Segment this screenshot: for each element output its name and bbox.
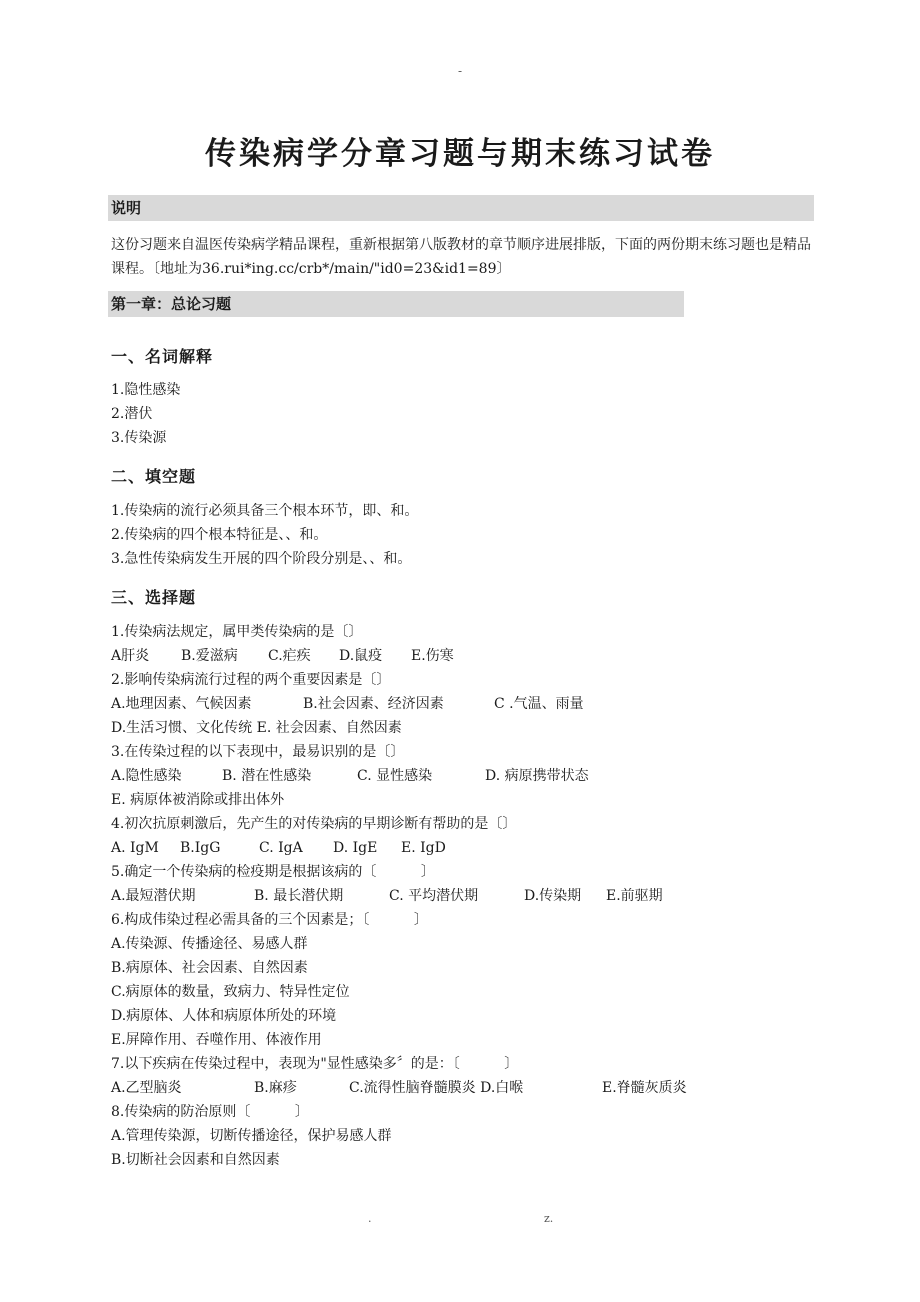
option: A.乙型脑炎 <box>111 1080 182 1096</box>
page-title: 传染病学分章习题与期末练习试卷 <box>205 136 715 172</box>
question-3: 3.在传染过程的以下表现中，最易识别的是〔〕 <box>111 744 405 760</box>
option: E. IgD <box>401 840 446 856</box>
fill-blank-item: 1.传染病的流行必须具备三个根本环节，即、和。 <box>111 503 419 519</box>
option: B.社会因素、经济因素 <box>303 696 444 712</box>
chapter-heading: 第一章：总论习题 <box>108 291 684 317</box>
option: C. 平均潜伏期 <box>389 888 479 904</box>
term-item: 1.隐性感染 <box>111 382 181 398</box>
option: B. 最长潜伏期 <box>254 888 344 904</box>
intro-heading: 说明 <box>108 195 814 221</box>
option: C.疟疾 <box>268 648 311 664</box>
term-item: 2.潜伏 <box>111 406 153 422</box>
question-6: 6.构成伟染过程必需具备的三个因素是；〔 〕 <box>111 912 428 928</box>
question-7: 7.以下疾病在传染过程中，表现为"显性感染多〞的是：〔 〕 <box>111 1056 519 1072</box>
option: C.流得性脑脊髓膜炎 D.白喉 <box>349 1080 524 1096</box>
option: B.麻疹 <box>254 1080 297 1096</box>
section-title: 三、选择题 <box>111 588 197 607</box>
intro-text: 这份习题来自温医传染病学精品课程，重新根据第八版教材的章节顺序进展排版，下面的两份期末练习题也是精品课程。〔地址为36.rui*ing.cc/crb*/main/"id0=23&id1=89〕 <box>111 237 811 277</box>
option-line: B.病原体、社会因素、自然因素 <box>111 960 308 976</box>
question-1: 1.传染病法规定，属甲类传染病的是〔〕 <box>111 624 363 640</box>
option: C. 显性感染 <box>357 768 433 784</box>
option-line: D.生活习惯、文化传统 E. 社会因素、自然因素 <box>111 720 402 736</box>
option: C. IgA <box>259 840 303 856</box>
option: D. IgE <box>333 840 378 856</box>
question-5: 5.确定一个传染病的检疫期是根据该病的〔 〕 <box>111 864 435 880</box>
header-mark: - <box>457 64 463 78</box>
option-line: C.病原体的数量，致病力、特异性定位 <box>111 984 350 1000</box>
question-4: 4.初次抗原刺激后，先产生的对传染病的早期诊断有帮助的是〔〕 <box>111 816 517 832</box>
option: E.脊髓灰质炎 <box>602 1080 687 1096</box>
option: A肝炎 <box>111 648 150 664</box>
option-line: E. 病原体被消除或排出体外 <box>111 792 285 808</box>
option-line: E.屏障作用、吞噬作用、体液作用 <box>111 1032 322 1048</box>
option: A.隐性感染 <box>111 768 182 784</box>
option: D. 病原携带状态 <box>485 768 589 784</box>
option: E.前驱期 <box>606 888 663 904</box>
fill-blank-item: 3.急性传染病发生开展的四个阶段分别是、、和。 <box>111 551 412 567</box>
option: A. IgM <box>111 840 159 856</box>
question-2: 2.影响传染病流行过程的两个重要因素是〔〕 <box>111 672 391 688</box>
footer-right-mark: z. <box>544 1212 554 1225</box>
option: C .气温、雨量 <box>494 696 584 712</box>
question-8: 8.传染病的防治原则〔 〕 <box>111 1104 309 1120</box>
option-line: D.病原体、人体和病原体所处的环境 <box>111 1008 337 1024</box>
footer-left-mark: . <box>368 1212 372 1225</box>
option: E.伤寒 <box>411 648 454 664</box>
option: D.鼠疫 <box>339 648 383 664</box>
option: B.IgG <box>180 840 221 856</box>
option-line: A.管理传染源，切断传播途径，保护易感人群 <box>111 1128 392 1144</box>
section-title: 一、名词解释 <box>111 347 214 366</box>
option: A.地理因素、气候因素 <box>111 696 252 712</box>
option: B.爱滋病 <box>181 648 238 664</box>
option: B. 潜在性感染 <box>222 768 312 784</box>
option-line: A.传染源、传播途径、易感人群 <box>111 936 308 952</box>
option: D.传染期 <box>524 888 582 904</box>
term-item: 3.传染源 <box>111 430 167 446</box>
fill-blank-item: 2.传染病的四个根本特征是、、和。 <box>111 527 328 543</box>
option: A.最短潜伏期 <box>111 888 196 904</box>
section-title: 二、填空题 <box>111 467 197 486</box>
option-line: B.切断社会因素和自然因素 <box>111 1152 280 1168</box>
